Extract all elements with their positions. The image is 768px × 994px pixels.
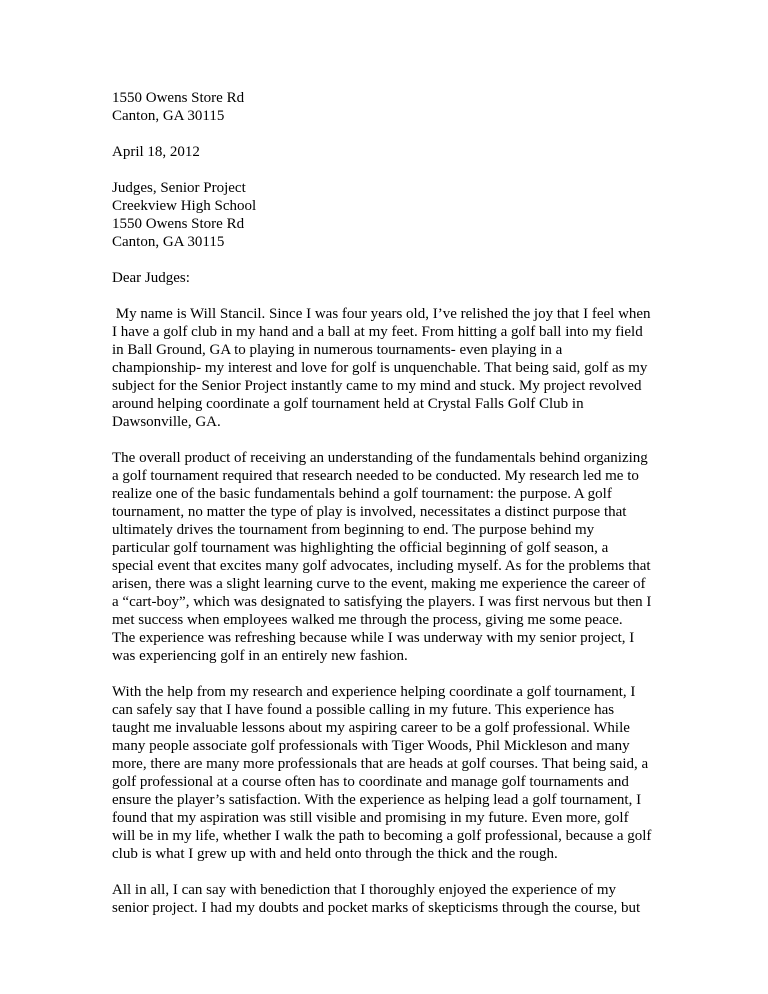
recipient-school: Creekview High School bbox=[112, 198, 257, 214]
paragraph-line: in Ball Ground, GA to playing in numerous tournaments- even playing in a bbox=[112, 342, 563, 358]
paragraph-line: The overall product of receiving an understanding of the fundamentals behind organizing bbox=[112, 450, 648, 466]
recipient-address bbox=[112, 179, 662, 251]
letter-date: April 18, 2012 bbox=[112, 144, 200, 160]
paragraph-line: more, there are many more professionals that are heads at golf courses. That being said, a bbox=[112, 756, 649, 772]
paragraph-line: around helping coordinate a golf tournament held at Crystal Falls Golf Club in bbox=[112, 396, 584, 412]
paragraph-line: My name is Will Stancil. Since I was four years old, I’ve relished the joy that I feel when bbox=[112, 306, 651, 322]
paragraph-intro bbox=[112, 305, 662, 431]
letter-date-block bbox=[112, 143, 662, 161]
paragraph-line: All in all, I can say with benediction that I thoroughly enjoyed the experience of my bbox=[112, 882, 617, 898]
letter-body bbox=[112, 89, 662, 917]
paragraph-line: golf professional at a course often has to coordinate and manage golf tournaments and bbox=[112, 774, 629, 790]
paragraph-research bbox=[112, 449, 662, 665]
sender-city: Canton, GA 30115 bbox=[112, 108, 225, 124]
paragraph-line: Dawsonville, GA. bbox=[112, 414, 221, 430]
sender-street: 1550 Owens Store Rd bbox=[112, 90, 245, 106]
salutation: Dear Judges: bbox=[112, 270, 190, 286]
paragraph-line: arisen, there was a slight learning curve to the event, making me experience the career of bbox=[112, 576, 646, 592]
paragraph-line: senior project. I had my doubts and pocket marks of skepticisms through the course, but bbox=[112, 900, 641, 916]
recipient-name: Judges, Senior Project bbox=[112, 180, 246, 196]
paragraph-line: realize one of the basic fundamentals behind a golf tournament: the purpose. A golf bbox=[112, 486, 612, 502]
paragraph-line: ensure the player’s satisfaction. With the experience as helping lead a golf tournament, I bbox=[112, 792, 642, 808]
paragraph-line: taught me invaluable lessons about my aspiring career to be a golf professional. While bbox=[112, 720, 630, 736]
paragraph-line: found that my aspiration was still visible and promising in my future. Even more, golf bbox=[112, 810, 629, 826]
paragraph-line: particular golf tournament was highlighting the official beginning of golf season, a bbox=[112, 540, 609, 556]
paragraph-line: championship- my interest and love for golf is unquenchable. That being said, golf as my bbox=[112, 360, 648, 376]
paragraph-line: The experience was refreshing because while I was underway with my senior project, I bbox=[112, 630, 635, 646]
paragraph-career bbox=[112, 683, 662, 863]
recipient-city: Canton, GA 30115 bbox=[112, 234, 225, 250]
paragraph-line: subject for the Senior Project instantly came to my mind and stuck. My project revolved bbox=[112, 378, 642, 394]
paragraph-line: will be in my life, whether I walk the path to becoming a golf professional, because a golf bbox=[112, 828, 652, 844]
paragraph-line: many people associate golf professionals with Tiger Woods, Phil Mickleson and many bbox=[112, 738, 630, 754]
paragraph-line: ultimately drives the tournament from beginning to end. The purpose behind my bbox=[112, 522, 595, 538]
paragraph-line: a golf tournament required that research needed to be conducted. My research led me to bbox=[112, 468, 639, 484]
paragraph-line: With the help from my research and experience helping coordinate a golf tournament, I bbox=[112, 684, 636, 700]
sender-address bbox=[112, 89, 662, 125]
paragraph-line: met success when employees walked me through the process, giving me some peace. bbox=[112, 612, 623, 628]
recipient-street: 1550 Owens Store Rd bbox=[112, 216, 245, 232]
paragraph-conclusion bbox=[112, 881, 662, 917]
salutation-block bbox=[112, 269, 662, 287]
paragraph-line: special event that excites many golf advocates, including myself. As for the problems that bbox=[112, 558, 651, 574]
paragraph-line: a “cart-boy”, which was designated to satisfying the players. I was first nervous but then I bbox=[112, 594, 652, 610]
paragraph-line: can safely say that I have found a possible calling in my future. This experience has bbox=[112, 702, 615, 718]
paragraph-line: club is what I grew up with and held onto through the thick and the rough. bbox=[112, 846, 558, 862]
paragraph-line: I have a golf club in my hand and a ball at my feet. From hitting a golf ball into my field bbox=[112, 324, 643, 340]
paragraph-line: was experiencing golf in an entirely new fashion. bbox=[112, 648, 408, 664]
paragraph-line: tournament, no matter the type of play is involved, necessitates a distinct purpose that bbox=[112, 504, 627, 520]
